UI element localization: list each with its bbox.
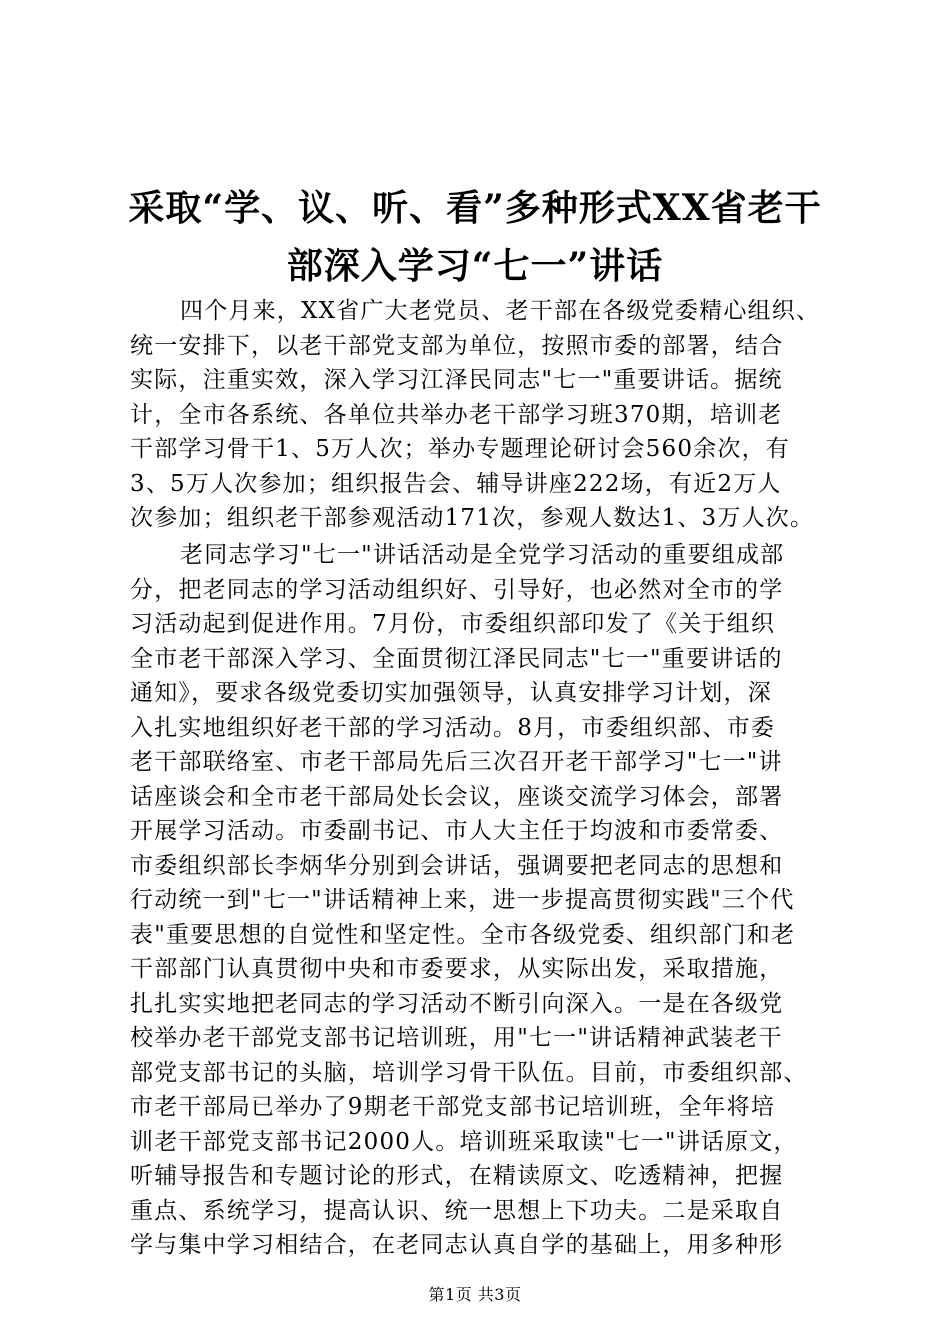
text-line: 入扎实地组织好老干部的学习活动。8月，市委组织部、市委 [130,714,776,741]
text-line: 学与集中学习相结合，在老同志认真自学的基础上，用多种形 [130,1232,784,1258]
text-line: 习活动起到促进作用。7月份，市委组织部印发了《关于组织 [130,611,776,637]
text-line: 部党支部书记的头脑，培训学习骨干队伍。目前，市委组织部、 [130,1059,808,1086]
page-footer: 第1页 共3页 [428,1285,522,1304]
document-title-line-2: 部深入学习“七一”讲话 [286,245,664,287]
text-line: 3、5万人次参加；组织报告会、辅导讲座222场，有近2万人 [130,470,782,497]
text-line: 表"重要思想的自觉性和坚定性。全市各级党委、组织部门和老 [130,921,796,948]
text-line: 分，把老同志的学习活动组织好、引导好，也必然对全市的学 [130,576,784,603]
text-line: 行动统一到"七一"讲话精神上来，进一步提高贯彻实践"三个代 [130,887,795,913]
text-line: 四个月来，XX省广大老党员、老干部在各级党委精心组织、 [180,298,821,324]
paragraph-1 [130,294,865,536]
text-line: 干部部门认真贯彻中央和市委要求，从实际出发，采取措施， [130,956,784,982]
text-line: 训老干部党支部书记2000人。培训班采取读"七一"讲话原文， [130,1128,798,1155]
text-line: 干部学习骨干1、5万人次；举办专题理论研讨会560余次，有 [130,436,790,462]
text-line: 话座谈会和全市老干部局处长会议，座谈交流学习体会，部署 [130,783,784,810]
text-line: 校举办老干部党支部书记培训班，用"七一"讲话精神武装老干 [130,1025,783,1051]
text-line: 扎扎实实地把老同志的学习活动不断引向深入。一是在各级党 [130,990,784,1017]
text-line: 市委组织部长李炳华分别到会讲话，强调要把老同志的思想和 [130,852,784,879]
text-line: 次参加；组织老干部参观活动171次，参观人数达1、3万人次。 [130,505,815,531]
text-line: 市老干部局已举办了9期老干部党支部书记培训班，全年将培 [130,1094,776,1120]
text-line: 开展学习活动。市委副书记、市人大主任于均波和市委常委、 [130,818,784,844]
document-title-line-1: 采取“学、议、听、看”多种形式XX省老干 [128,187,822,229]
text-line: 实际，注重实效，深入学习江泽民同志"七一"重要讲话。据统 [130,367,783,393]
text-line: 统一安排下，以老干部党支部为单位，按照市委的部署，结合 [130,332,784,359]
text-line: 老同志学习"七一"讲话活动是全党学习活动的重要组成部 [180,542,785,568]
text-line: 听辅导报告和专题讨论的形式，在精读原文、吃透精神，把握 [130,1163,784,1189]
text-line: 老干部联络室、市老干部局先后三次召开老干部学习"七一"讲 [130,749,783,775]
text-line: 计，全市各系统、各单位共举办老干部学习班370期，培训老 [130,401,783,428]
text-line: 重点、系统学习，提高认识、统一思想上下功夫。二是采取自 [130,1197,784,1224]
text-line: 全市老干部深入学习、全面贯彻江泽民同志"七一"重要讲话的 [130,645,783,672]
text-line: 通知》，要求各级党委切实加强领导，认真安排学习计划，深 [130,680,772,706]
paragraph-2 [130,538,865,1263]
